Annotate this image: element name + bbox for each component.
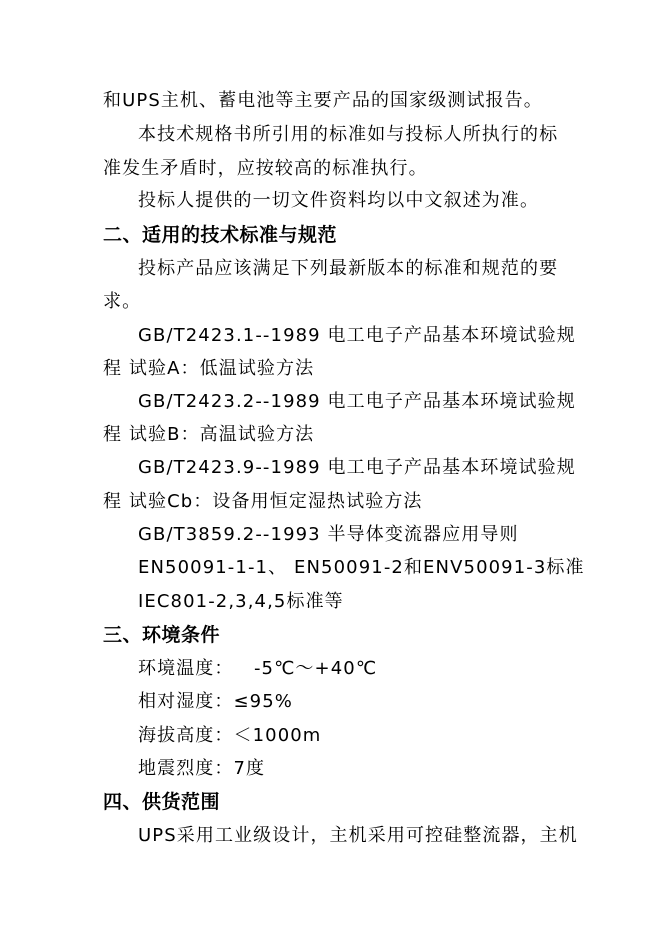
- paragraph-line-standards-conflict: 本技术规格书所引用的标准如与投标人所执行的标: [138, 124, 559, 145]
- standard-item-en50091: EN50091-1-1、 EN50091-2和ENV50091-3标准: [138, 557, 585, 578]
- standard-item-gbt2423-1-cont: 程 试验A：低温试验方法: [103, 358, 315, 379]
- env-item-temperature: 环境温度： -5℃～+40℃: [138, 658, 378, 679]
- paragraph-line-report: 和UPS主机、蓄电池等主要产品的国家级测试报告。: [103, 90, 543, 111]
- standard-item-gbt2423-9: GB/T2423.9--1989 电工电子产品基本环境试验规: [138, 457, 576, 478]
- standard-item-gbt2423-1: GB/T2423.1--1989 电工电子产品基本环境试验规: [138, 325, 576, 346]
- section-heading-standards: 二、适用的技术标准与规范: [103, 224, 338, 246]
- section-heading-supply-scope: 四、供货范围: [103, 791, 221, 813]
- section-heading-environment: 三、环境条件: [103, 624, 221, 646]
- paragraph-line-standards-conflict-cont: 准发生矛盾时，应按较高的标准执行。: [103, 158, 428, 179]
- standard-item-gbt2423-2: GB/T2423.2--1989 电工电子产品基本环境试验规: [138, 391, 576, 412]
- standard-item-iec801: IEC801-2,3,4,5标准等: [138, 591, 344, 612]
- paragraph-line-ups-design: UPS采用工业级设计，主机采用可控硅整流器，主机: [138, 825, 578, 846]
- standard-item-gbt2423-9-cont: 程 试验Cb：设备用恒定湿热试验方法: [103, 491, 423, 512]
- env-item-altitude: 海拔高度：＜1000m: [138, 725, 322, 746]
- standard-item-gbt3859-2: GB/T3859.2--1993 半导体变流器应用导则: [138, 524, 519, 545]
- env-item-humidity: 相对湿度：≤95%: [138, 691, 293, 712]
- standard-item-gbt2423-2-cont: 程 试验B：高温试验方法: [103, 424, 315, 445]
- paragraph-line-standards-intro-cont: 求。: [103, 291, 142, 312]
- paragraph-line-standards-intro: 投标产品应该满足下列最新版本的标准和规范的要: [138, 258, 559, 279]
- env-item-seismic: 地震烈度：7度: [138, 758, 266, 779]
- paragraph-line-chinese-docs: 投标人提供的一切文件资料均以中文叙述为准。: [138, 190, 540, 211]
